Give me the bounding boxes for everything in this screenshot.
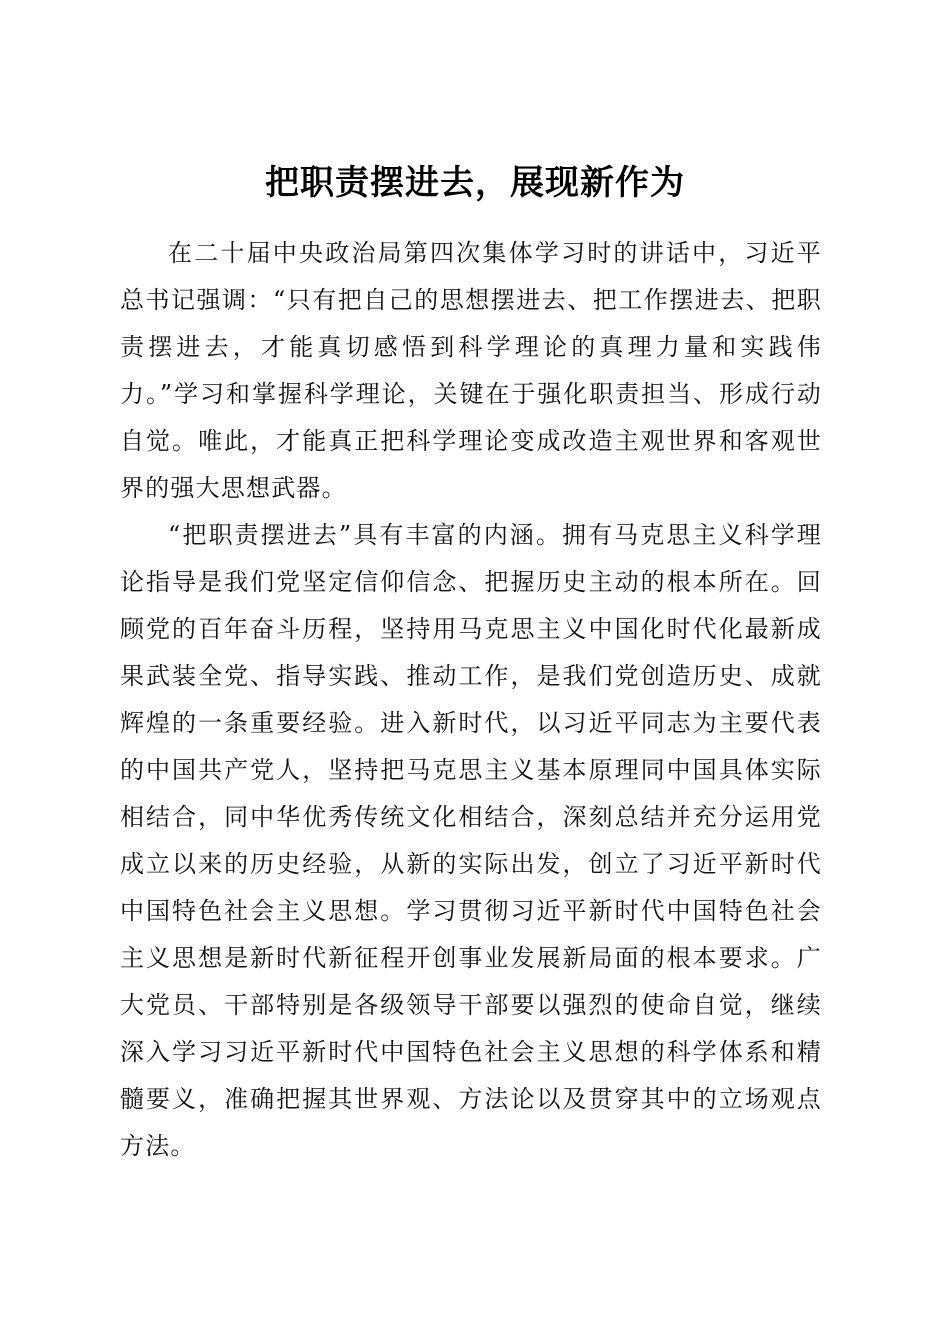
document-title: 把职责摆进去，展现新作为 [265, 162, 685, 203]
document-body [120, 230, 822, 1170]
paragraph-1: 在二十届中央政治局第四次集体学习时的讲话中，习近平总书记强调：“只有把自己的思想摆进去、把工作摆进去、把职责摆进去，才能真切感悟到科学理论的真理力量和实践伟力。”学习和掌握科学理论，关键在于强化职责担当、形成行动自觉。唯此，才能真正把科学理论变成改造主观世界和客观世界的强大思想武器。 [120, 239, 822, 502]
paragraph-2: “把职责摆进去”具有丰富的内涵。拥有马克思主义科学理论指导是我们党坚定信仰信念、把握历史主动的根本所在。回顾党的百年奋斗历程，坚持用马克思主义中国化时代化最新成果武装全党、指导实践、推动工作，是我们党创造历史、成就辉煌的一条重要经验。进入新时代，以习近平同志为主要代表的中国共产党人，坚持把马克思主义基本原理同中国具体实际相结合，同中华优秀传统文化相结合，深刻总结并充分运用党成立以来的历史经验，从新的实际出发，创立了习近平新时代中国特色社会主义思想。学习贯彻习近平新时代中国特色社会主义思想是新时代新征程开创事业发展新局面的根本要求。广大党员、干部特别是各级领导干部要以强烈的使命自觉，继续深入学习习近平新时代中国特色社会主义思想的科学体系和精髓要义，准确把握其世界观、方法论以及贯穿其中的立场观点方法。 [120, 521, 822, 1160]
